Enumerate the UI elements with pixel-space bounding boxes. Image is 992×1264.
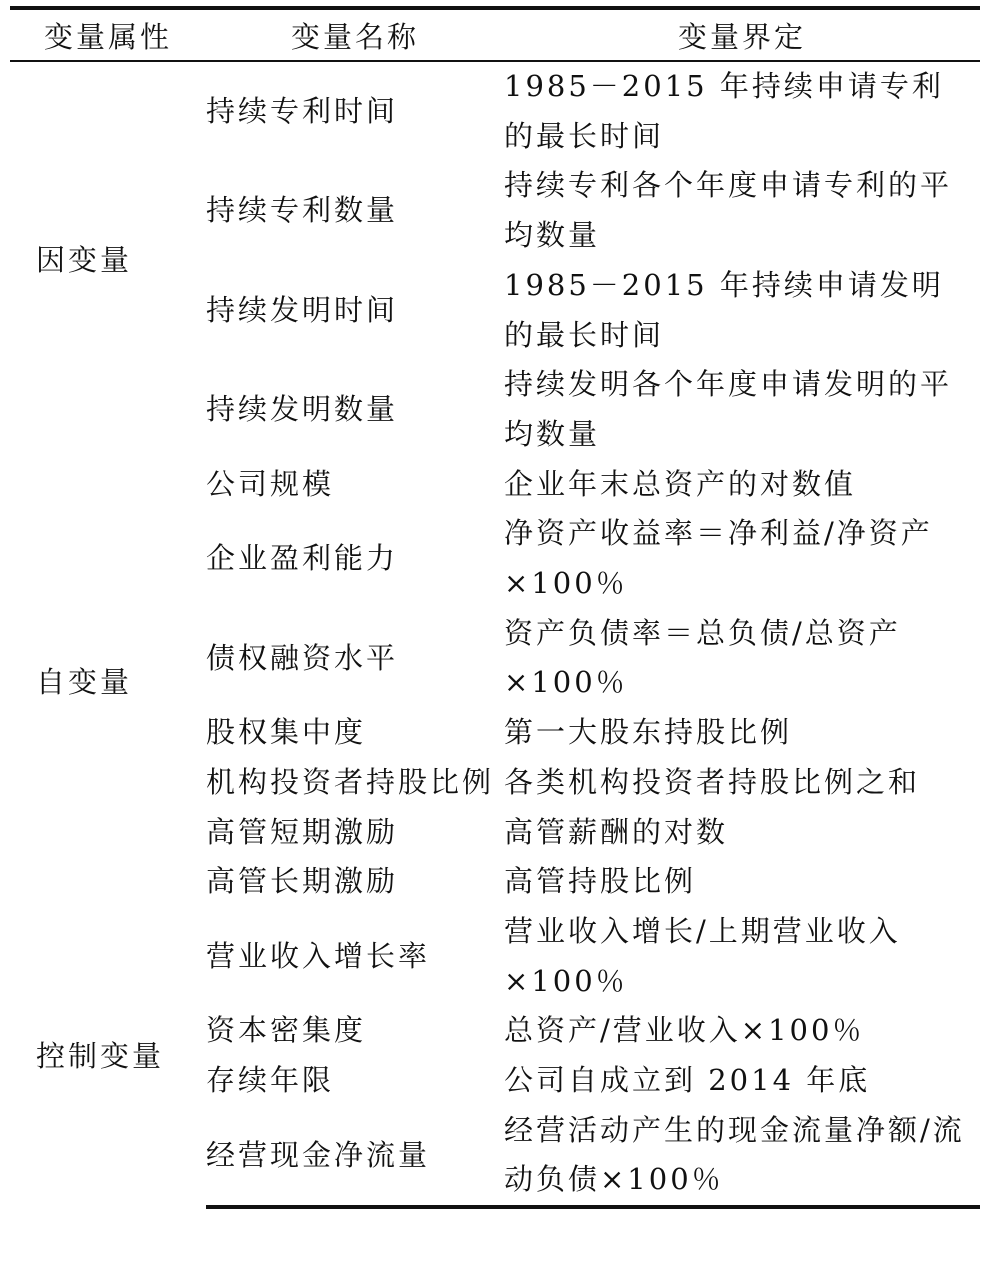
variable-definition: 第一大股东持股比例 [504,715,793,750]
variable-definition: 总资产/营业收入×100％ [504,1013,865,1048]
variable-definition: 经营活动产生的现金流量净额/流动负债×100％ [504,1106,980,1207]
variable-name: 公司规模 [206,466,335,501]
variable-name: 机构投资者持股比例 [206,764,495,799]
variable-name: 持续专利数量 [206,193,399,228]
variable-definition-table [10,6,980,1209]
variable-name: 资本密集度 [206,1013,367,1048]
table-row [10,907,980,1006]
attribute-control: 控制变量 [36,1039,165,1074]
variable-definition: 公司自成立到 2014 年底 [504,1063,871,1098]
variable-name: 经营现金净流量 [206,1106,504,1207]
header-definition: 变量界定 [677,19,806,54]
variable-name: 持续发明时间 [206,292,399,327]
variable-definition: 各类机构投资者持股比例之和 [504,764,921,799]
variable-definition: 企业年末总资产的对数值 [504,466,857,501]
variable-definition: 1985－2015 年持续申请发明的最长时间 [504,267,944,352]
variable-definition: 1985－2015 年持续申请专利的最长时间 [504,69,944,153]
variable-name: 持续专利时间 [206,93,399,128]
header-row [10,8,980,61]
table-row [10,61,980,161]
variable-name: 企业盈利能力 [206,541,399,576]
table-body [10,61,980,1207]
variable-name: 股权集中度 [206,715,367,750]
variable-definition: 高管持股比例 [504,864,697,899]
variable-definition: 高管薪酬的对数 [504,814,729,849]
variable-name: 持续发明数量 [206,392,399,427]
variable-name: 存续年限 [206,1063,335,1098]
variable-name: 债权融资水平 [206,640,399,675]
header-attribute: 变量属性 [43,19,172,54]
variable-definition: 持续专利各个年度申请专利的平均数量 [504,168,953,253]
table-row [10,460,980,510]
variable-definition: 资产负债率＝总负债/总资产×100％ [504,615,901,700]
variable-name: 营业收入增长率 [206,938,431,973]
variable-definition: 营业收入增长/上期营业收入×100％ [504,913,901,998]
variable-name: 高管短期激励 [206,814,399,849]
variable-definition: 持续发明各个年度申请发明的平均数量 [504,367,953,451]
attribute-dependent: 因变量 [36,242,133,277]
header-name: 变量名称 [290,19,419,54]
attribute-independent: 自变量 [36,665,133,700]
variable-name: 高管长期激励 [206,864,399,899]
variable-definition: 净资产收益率＝净利益/净资产×100％ [504,516,933,601]
table [10,6,980,1209]
